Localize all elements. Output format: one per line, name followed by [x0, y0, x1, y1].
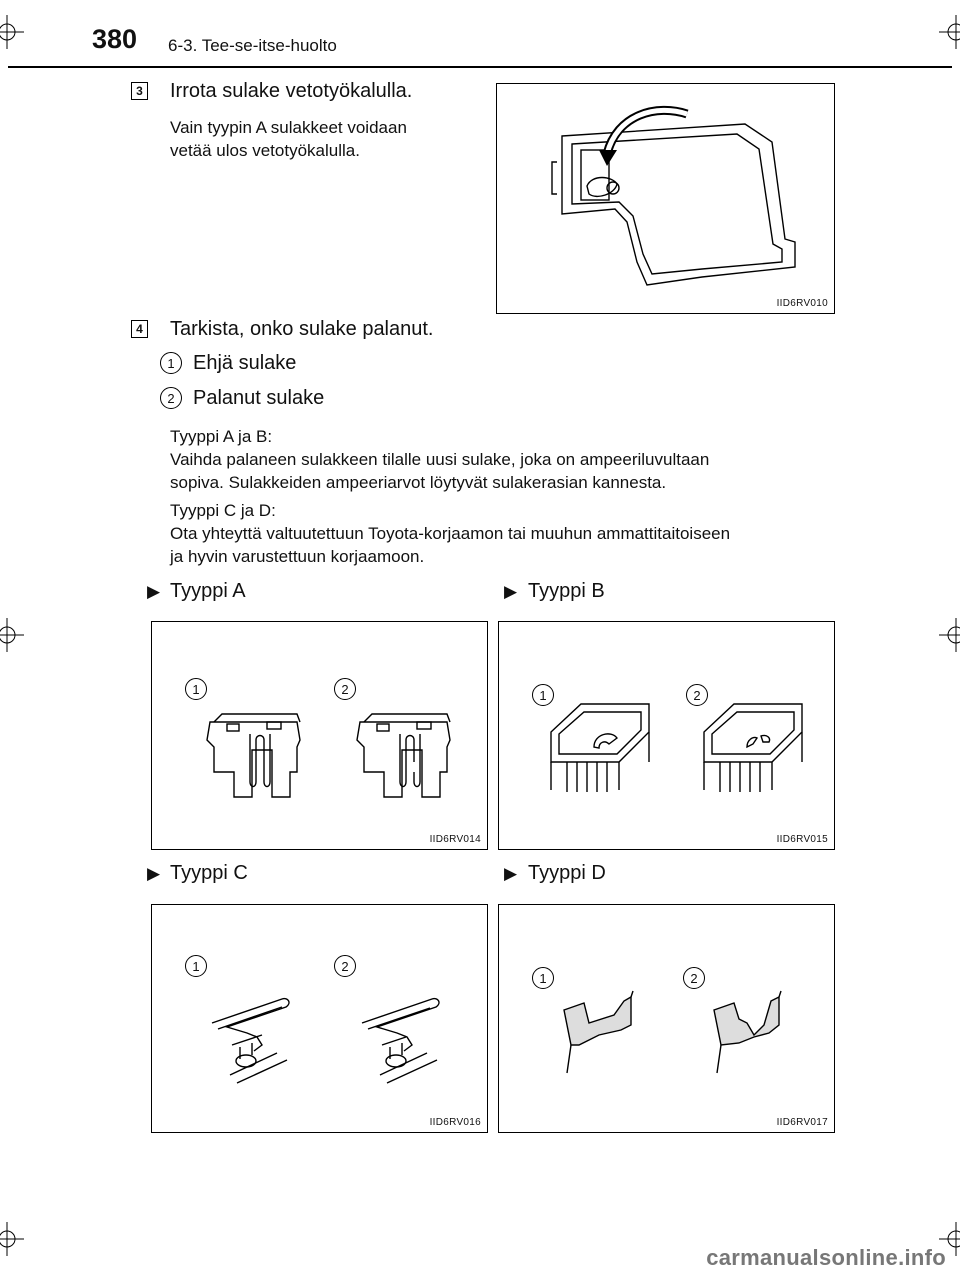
triangle-bullet-icon: ▶: [504, 864, 518, 883]
registration-mark-icon: [939, 15, 960, 49]
paragraph-line: Tyyppi A ja B:: [170, 427, 273, 446]
type-cd-paragraph: [170, 499, 829, 568]
registration-mark-icon: [0, 15, 24, 49]
legend-item-label: Palanut sulake: [193, 387, 325, 409]
callout-marker: 1: [532, 684, 554, 706]
type-label: Tyyppi B: [528, 580, 605, 602]
fuse-box-illustration: [497, 84, 836, 315]
figure-code: IID6RV015: [776, 834, 828, 845]
callout-marker: 2: [686, 684, 708, 706]
callout-marker: 1: [532, 967, 554, 989]
paragraph-line: ja hyvin varustettuun korjaamoon.: [170, 547, 425, 566]
note-line: vetää ulos vetotyökalulla.: [170, 141, 360, 160]
paragraph-line: Tyyppi C ja D:: [170, 501, 276, 520]
paragraph-line: sopiva. Sulakkeiden ampeeriarvot löytyvät sulakerasian kannesta.: [170, 473, 667, 492]
callout-marker: 2: [334, 955, 356, 977]
callout-marker: 1: [160, 352, 182, 374]
bolt-in-fuse-illustration: [499, 905, 836, 1134]
triangle-bullet-icon: ▶: [147, 582, 161, 601]
callout-marker: 1: [185, 955, 207, 977]
type-a-figure: [151, 621, 488, 850]
type-c-figure: [151, 904, 488, 1133]
callout-marker: 1: [185, 678, 207, 700]
type-label: Tyyppi A: [170, 580, 246, 602]
fuse-box-figure: [496, 83, 835, 314]
type-ab-paragraph: [170, 425, 829, 494]
step-number-badge: 3: [131, 82, 148, 100]
registration-mark-icon: [0, 618, 24, 652]
legend-item-label: Ehjä sulake: [193, 352, 297, 374]
registration-mark-icon: [939, 618, 960, 652]
type-label: Tyyppi D: [528, 862, 606, 884]
figure-code: IID6RV010: [776, 298, 828, 309]
callout-marker: 2: [334, 678, 356, 700]
type-b-figure: [498, 621, 835, 850]
triangle-bullet-icon: ▶: [147, 864, 161, 883]
type-d-figure: [498, 904, 835, 1133]
triangle-bullet-icon: ▶: [504, 582, 518, 601]
figure-code: IID6RV016: [429, 1117, 481, 1128]
section-title: 6-3. Tee-se-itse-huolto: [168, 36, 337, 55]
cartridge-fuse-illustration: [499, 622, 836, 851]
figure-code: IID6RV014: [429, 834, 481, 845]
page-number: 380: [92, 24, 138, 54]
step-heading: Tarkista, onko sulake palanut.: [170, 318, 434, 340]
note-line: Vain tyypin A sulakkeet voidaan: [170, 118, 407, 137]
step-note: [170, 116, 476, 162]
watermark-text: carmanualsonline.info: [706, 1245, 946, 1270]
callout-marker: 2: [683, 967, 705, 989]
header-rule: [8, 66, 952, 68]
strip-fuse-illustration: [152, 905, 489, 1134]
step-heading: Irrota sulake vetotyökalulla.: [170, 80, 413, 102]
step-number-badge: 4: [131, 320, 148, 338]
figure-code: IID6RV017: [776, 1117, 828, 1128]
paragraph-line: Ota yhteyttä valtuutettuun Toyota-korjaamon tai muuhun ammattitaitoiseen: [170, 524, 731, 543]
paragraph-line: Vaihda palaneen sulakkeen tilalle uusi sulake, joka on ampeeriluvultaan: [170, 450, 710, 469]
blade-fuse-illustration: [152, 622, 489, 851]
callout-marker: 2: [160, 387, 182, 409]
registration-mark-icon: [0, 1222, 24, 1256]
type-label: Tyyppi C: [170, 862, 248, 884]
